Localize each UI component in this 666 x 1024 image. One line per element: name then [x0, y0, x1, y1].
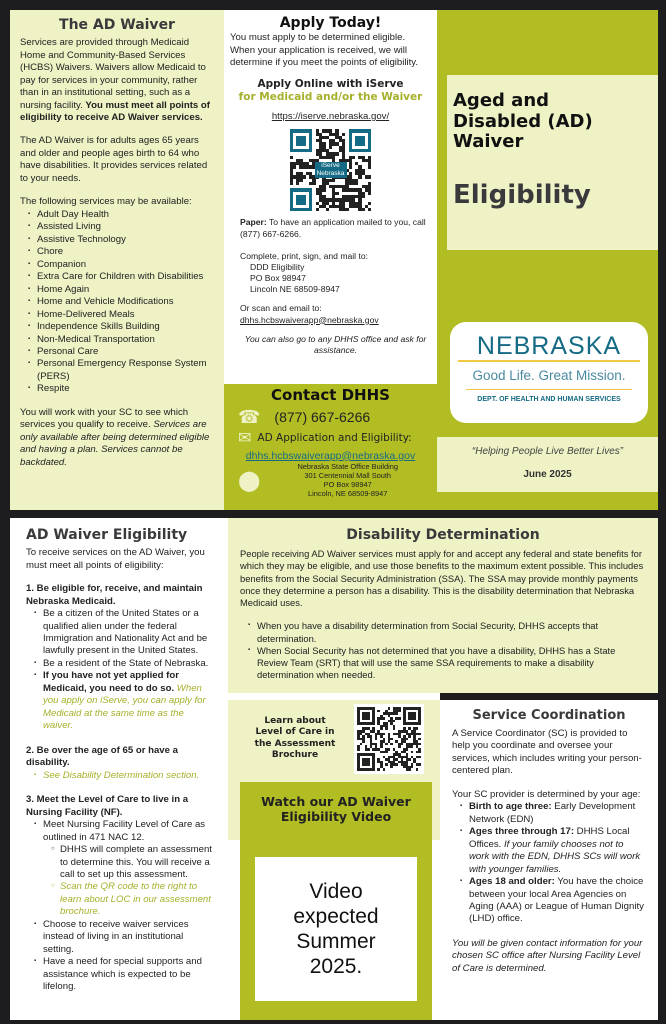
service-item: ▪ Home and Vehicle Modifications — [26, 296, 214, 308]
address-line: 301 Centennial Mall South — [304, 471, 392, 481]
apply-online-subtitle: for Medicaid and/or the Waiver — [238, 91, 423, 104]
coordination-age-intro: Your SC provider is determined by your age: — [452, 788, 641, 800]
phone-icon: ☎ — [238, 406, 261, 427]
service-item: ▪ Companion — [26, 259, 214, 271]
address-line: PO Box 98947 — [323, 480, 372, 490]
coordination-list — [458, 801, 646, 926]
logo-word: NEBRASKA — [458, 332, 640, 362]
video-placeholder[interactable] — [255, 857, 417, 1001]
age-range: Birth to age three: — [469, 801, 552, 813]
coordination-note: You will be given contact information for your chosen SC office after Nursing Facility Level of Care is determined. — [452, 937, 643, 974]
service-item: ▪ Chore — [26, 246, 214, 258]
list-item — [32, 819, 214, 919]
mail-line: PO Box 98947 — [250, 273, 306, 284]
coordination-panel — [440, 700, 658, 1020]
logo-dept: DEPT. OF HEALTH AND HUMAN SERVICES — [477, 395, 621, 403]
list-item — [458, 876, 646, 926]
service-item: ▪ Personal Emergency Response System (PERS) — [26, 358, 214, 383]
address-line: Lincoln, NE 68509-8947 — [308, 488, 388, 498]
cover-title: Aged and Disabled (AD) Waiver — [453, 90, 593, 153]
ad-waiver-panel — [10, 10, 224, 510]
paper-desc: To have an application mailed to you, call (877) 667-6266. — [240, 217, 426, 239]
video-title: Watch our AD Waiver Eligibility Video — [261, 794, 411, 824]
list-item — [32, 670, 214, 732]
ad-waiver-title: The AD Waiver — [59, 17, 175, 33]
paper-label: Paper: — [240, 217, 267, 228]
intro-bold: You must meet all points of eligibility to receive AD Waiver services. — [20, 99, 210, 123]
cover-subtitle: Eligibility — [453, 180, 591, 211]
criterion-1: 1. Be eligible for, receive, and maintain Nebraska Medicaid. — [26, 583, 203, 607]
address-line: Nebraska State Office Building — [297, 462, 398, 472]
motto: “Helping People Live Better Lives” — [471, 446, 624, 457]
paper-text — [240, 217, 431, 239]
service-item: ▪ Home Again — [26, 284, 214, 296]
services-list — [26, 209, 214, 396]
mail-line: DDD Eligibility — [250, 261, 305, 272]
list-item — [458, 801, 646, 826]
contact-address — [266, 463, 429, 499]
service-item: ▪ Extra Care for Children with Disabilities — [26, 271, 214, 283]
office-note: You can also go to any DHHS office and ask for assistance. — [244, 333, 427, 355]
list-text: Meet Nursing Facility Level of Care as outlined in 471 NAC 12. — [43, 819, 206, 843]
note-text: You will work with your SC to see which services you qualify to receive. — [20, 406, 189, 431]
note-italic: Services are only available after being determined eligible and having a plan. Services cannot be backdated. — [20, 419, 210, 468]
logo-tagline: Good Life. Great Mission. — [472, 368, 626, 383]
list-item: ▪ When Social Security has not determined that you have a disability, DHHS has a State Review Team (SRT) that will use the same SSA requirements to make a disability determination when needed. — [246, 645, 646, 682]
publish-date: June 2025 — [523, 469, 572, 480]
apply-intro: You must apply to be determined eligible. When your application is received, we will determine if you meet the points of eligibility. — [230, 32, 419, 69]
email-intro: Or scan and email to: — [240, 303, 322, 314]
services-intro: The following services may be available: — [20, 196, 192, 208]
apply-title: Apply Today! — [279, 15, 382, 31]
location-pin-icon: ⬤ — [238, 470, 261, 493]
provider: DHHS Local Offices. — [469, 826, 630, 850]
loc-text: Learn about Level of Care in the Assessment Brochure — [254, 716, 336, 760]
eligibility-panel — [10, 518, 228, 1020]
age-range: Ages 18 and older: — [469, 876, 555, 888]
provider-note: If your family chooses not to work with the EDN, DHHS SCs will work with younger families. — [469, 838, 641, 875]
paper-section — [230, 217, 431, 356]
apply-medicaid-bold: If you have not yet applied for Medicaid, you need to do so. — [43, 670, 179, 694]
sub-item: ○ Scan the QR code to the right to learn about LOC in our assessment brochure. — [49, 881, 214, 918]
list-item: ▪ Have a need for special supports and assistance which is expected to be lifelong. — [32, 956, 214, 993]
criterion-2-list — [32, 770, 214, 782]
mail-address — [240, 262, 431, 296]
cover-panel — [437, 10, 658, 510]
ad-waiver-ages: The AD Waiver is for adults ages 65 years and older and people ages birth to 64 who have disabilities. It provides services related to your needs. — [20, 135, 208, 184]
criterion-3-list — [32, 819, 214, 994]
list-item — [458, 826, 646, 876]
service-item: ▪ Personal Care — [26, 346, 214, 358]
criterion-3: 3. Meet the Level of Care to live in a Nursing Facility (NF). — [26, 794, 189, 818]
mail-intro: Complete, print, sign, and mail to: — [240, 250, 369, 261]
disability-list — [246, 620, 646, 681]
iserve-link[interactable]: https://iserve.nebraska.gov/ — [271, 110, 390, 122]
intro-text: Services are provided through Medicaid Home and Community-Based Services (HCBS) Waivers. Waivers allow Medicaid to pay for services in your community, rather than in an institutional setting, such as a nursing facility. — [20, 37, 206, 111]
list-item: ▪ Be a resident of the State of Nebraska. — [32, 658, 214, 670]
mail-line: Lincoln NE 68509-8947 — [250, 284, 340, 295]
qr-module — [368, 208, 371, 211]
sub-list — [49, 844, 214, 919]
service-item: ▪ Independence Skills Building — [26, 321, 214, 333]
qr-label: iServe — [321, 162, 340, 170]
iserve-qr-badge — [315, 162, 347, 178]
video-panel — [240, 782, 432, 1020]
list-item: ▪ See Disability Determination section. — [32, 770, 214, 782]
contact-email-label: AD Application and Eligibility: — [257, 432, 412, 445]
apply-panel — [224, 10, 437, 384]
provider: You have the choice between your local Area Agencies on Aging (AAA) or League of Human Dignity (LHD) office. — [469, 876, 644, 925]
disability-text: People receiving AD Waiver services must apply for and accept any federal and state benefits for which they may be eligible, and use those benefits to the maximum extent possible. This includes benefits from the Social Security Administration (SSA). The SSA may provide monthly payments once they determine a person has a disability. This is the disability determination that Nebraska Medicaid uses. — [240, 548, 644, 609]
contact-panel — [224, 384, 437, 510]
video-placeholder-text: Video expected Summer 2025. — [293, 879, 379, 979]
service-item: ▪ Non-Medical Transportation — [26, 334, 214, 346]
service-item: ▪ Home-Delivered Meals — [26, 309, 214, 321]
criterion-2: 2. Be over the age of 65 or have a disability. — [26, 744, 178, 769]
apply-email-link[interactable]: dhhs.hcbswaiverapp@nebraska.gov — [240, 314, 379, 325]
age-range: Ages three through 17: — [469, 826, 575, 838]
cover-title-box — [447, 75, 658, 250]
list-item: ▪ Choose to receive waiver services instead of living in an institutional setting. — [32, 919, 214, 956]
phone-row — [232, 406, 429, 429]
dhhs-logo — [450, 322, 648, 423]
contact-phone[interactable]: (877) 667-6266 — [274, 409, 371, 426]
service-item: ▪ Assisted Living — [26, 221, 214, 233]
address-row — [232, 463, 429, 499]
contact-email-link[interactable]: dhhs.hcbswaiverapp@nebraska.gov — [245, 449, 416, 462]
list-item: ▪ When you have a disability determination from Social Security, DHHS accepts that determination. — [246, 620, 646, 644]
iserve-qr-code[interactable] — [290, 129, 372, 211]
disability-panel — [228, 518, 658, 693]
service-item: ▪ Adult Day Health — [26, 209, 214, 221]
contact-title: Contact DHHS — [271, 386, 390, 404]
service-item: ▪ Assistive Technology — [26, 234, 214, 246]
disability-title: Disability Determination — [346, 527, 540, 543]
qr-label: Nebraska — [316, 170, 345, 178]
provider: Early Development Network (EDN) — [469, 801, 636, 825]
list-item: ▪ Be a citizen of the United States or a qualified alien under the federal Immigration and Nationality Act and be lawfully present in the United States. — [32, 608, 214, 658]
coordination-title: Service Coordination — [472, 708, 626, 723]
services-note — [20, 407, 214, 469]
service-item: ▪ Respite — [26, 383, 214, 395]
loc-qr-code[interactable] — [354, 704, 424, 774]
coordination-intro: A Service Coordinator (SC) is provided to help you coordinate and oversee your services, which includes writing your person-centered plan. — [452, 727, 642, 777]
email-row — [232, 429, 429, 450]
criterion-1-list — [32, 608, 214, 733]
apply-online-title: Apply Online with iServe — [257, 77, 404, 90]
apply-medicaid-note: When you apply on iServe, you can apply for Medicaid at the same time as the waiver. — [43, 682, 206, 732]
envelope-icon: ✉ — [238, 429, 252, 447]
eligibility-intro: To receive services on the AD Waiver, you must meet all points of eligibility: — [26, 547, 205, 571]
ad-waiver-intro — [20, 37, 214, 124]
motto-band — [437, 437, 658, 492]
eligibility-title: AD Waiver Eligibility — [26, 527, 188, 543]
qr-module — [418, 768, 421, 771]
sub-item: ○ DHHS will complete an assessment to determine this. You will receive a call to set up this assessment. — [49, 844, 214, 881]
